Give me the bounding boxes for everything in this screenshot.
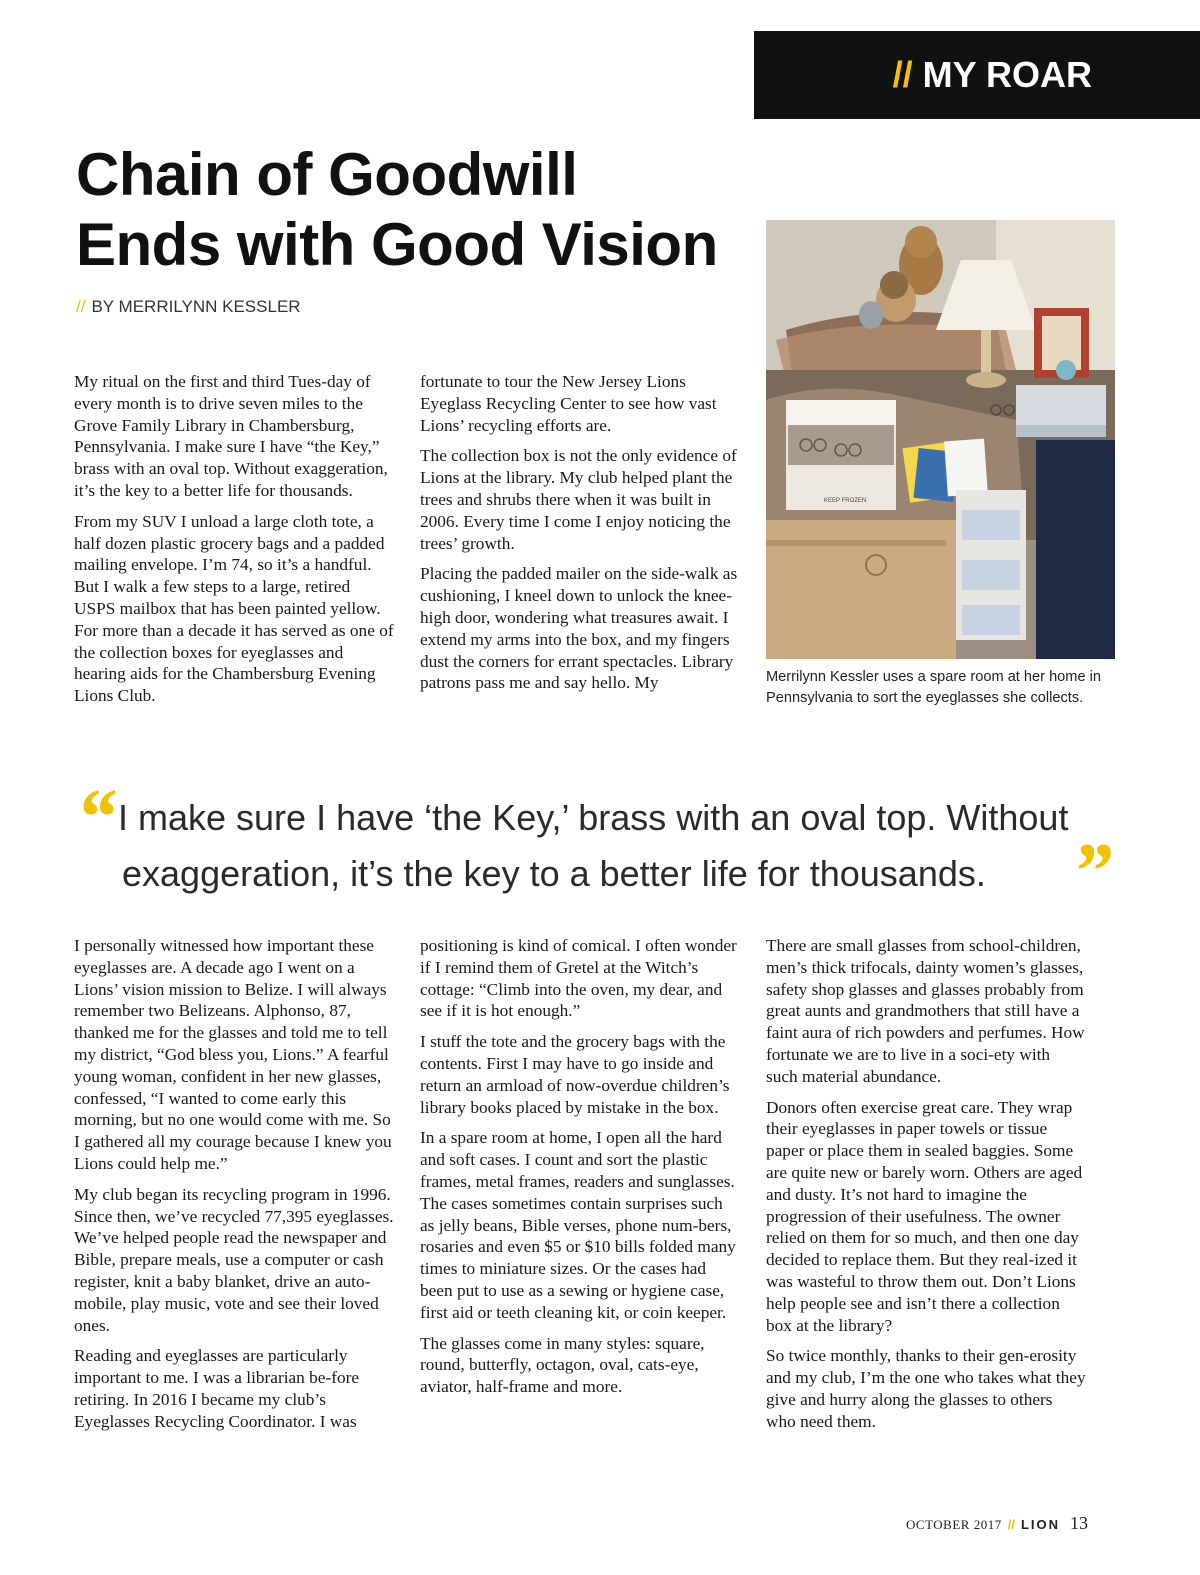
- bottom-column-1: [74, 935, 394, 1442]
- headline-line-2: Ends with Good Vision: [76, 211, 718, 278]
- article-headline: [76, 140, 736, 280]
- box-label-text: KEEP FROZEN: [824, 498, 867, 504]
- footer-slashes: //: [1007, 1517, 1015, 1532]
- pull-quote-line-2: exaggeration, it’s the key to a better life for thousands.: [122, 853, 986, 894]
- section-slashes: //: [892, 54, 913, 95]
- paragraph: In a spare room at home, I open all the hard and soft cases. I count and sort the plastic frames, metal frames, readers and sunglasses. The cases sometimes contain surprises such as jelly beans, Bible verses, phone num-bers, rosaries and even $5 or $10 bills folded many times to miniature sizes. Or the cases had been put to use as a sewing or hygiene case, first aid or teeth cleaning kit, or coin keeper.: [420, 1128, 736, 1322]
- paragraph: The collection box is not the only evidence of Lions at the library. My club helped plant the trees and shrubs there when it was built in 2006. Every time I come I enjoy noticing the trees’ growth.: [420, 446, 737, 553]
- top-column-1: [74, 371, 394, 716]
- article-photo: [766, 220, 1115, 659]
- paragraph: My ritual on the first and third Tues-day of every month is to drive seven miles to the Grove Family Library in Chambersburg, Pennsylvania. I make sure I have “the Key,” brass with an oval top. Without exaggeration, it’s the key to a better life for thousands.: [74, 372, 388, 500]
- paragraph: I stuff the tote and the grocery bags with the contents. First I may have to go inside and return an armload of now-overdue children’s library books placed by mistake in the box.: [420, 1032, 730, 1117]
- section-header-bar: [754, 31, 1200, 119]
- paragraph: positioning is kind of comical. I often wonder if I remind them of Gretel at the Witch’s cottage: “Climb into the oven, my dear, and see if it is hot enough.”: [420, 936, 737, 1021]
- paragraph: Donors often exercise great care. They wrap their eyeglasses in paper towels or tissue paper or place them in sealed baggies. Some are quite new or barely worn. Others are aged and dusty. It’s not hard to imagine the progression of their usefulness. The owner relied on them for so much, and then one day decided to replace them. But they real-ized it was wasteful to throw them out. Don’t Lions help people see and isn’t there a collection box at the library?: [766, 1097, 1083, 1335]
- headline-line-1: Chain of Goodwill: [76, 141, 578, 208]
- byline: [76, 297, 301, 317]
- page-footer: [906, 1513, 1088, 1534]
- top-column-2: [420, 371, 740, 703]
- paragraph: I personally witnessed how important these eyeglasses are. A decade ago I went on a Lions’ vision mission to Belize. I will always remember two Belizeans. Alphonso, 87, thanked me for the glasses and told me to tell my district, “God bless you, Lions.” A fearful young woman, confident in her new glasses, confessed, “I wanted to come early this morning, but no one would come with me. So I gathered all my courage because I knew you Lions could help me.”: [74, 936, 392, 1173]
- paragraph: Placing the padded mailer on the side-walk as cushioning, I kneel down to unlock the knee-high door, wondering what treasures await. I extend my arms into the box, and my fingers dust the corners for errant spectacles. Library patrons pass me and say hello. My: [420, 564, 738, 693]
- paragraph: The glasses come in many styles: square, round, butterfly, octagon, oval, cats-eye, aviator, half-frame and more.: [420, 1333, 705, 1397]
- issue-date: OCTOBER 2017: [906, 1517, 1002, 1532]
- paragraph: There are small glasses from school-children, men’s thick trifocals, dainty women’s glasses, safety shop glasses and glasses probably from great aunts and grandmothers that still have a faint aura of rich powders and perfumes. How fortunate we are to live in a soci-ety with such material abundance.: [766, 936, 1085, 1086]
- pull-quote-line-1: I make sure I have ‘the Key,’ brass with an oval top. Without: [118, 797, 1069, 838]
- paragraph: My club began its recycling program in 1996. Since then, we’ve recycled 77,395 eyeglasses. We’ve helped people read the newspaper and Bible, prepare meals, use a computer or cash register, knit a baby blanket, drive an auto-mobile, play music, vote and see their loved ones.: [74, 1184, 394, 1335]
- paragraph: Reading and eyeglasses are particularly important to me. I was a librarian be-fore retiring. In 2016 I became my club’s Eyeglasses Recycling Coordinator. I was: [74, 1346, 360, 1431]
- byline-author: BY MERRILYNN KESSLER: [91, 297, 301, 316]
- paragraph: fortunate to tour the New Jersey Lions Eyeglass Recycling Center to see how vast Lions’ recycling efforts are.: [420, 372, 717, 435]
- magazine-name: LION: [1020, 1517, 1060, 1532]
- paragraph: So twice monthly, thanks to their gen-erosity and my club, I’m the one who takes what they give and hurry along the glasses to others who need them.: [766, 1346, 1086, 1431]
- page-number: 13: [1070, 1513, 1088, 1533]
- photo-caption: Merrilynn Kessler uses a spare room at her home in Pennsylvania to sort the eyeglasses she collects.: [766, 669, 1101, 706]
- bottom-column-2: [420, 935, 740, 1407]
- bottom-column-3: [766, 935, 1086, 1442]
- byline-slashes: //: [76, 297, 86, 316]
- section-label: MY ROAR: [922, 54, 1092, 95]
- paragraph: From my SUV I unload a large cloth tote, a half dozen plastic grocery bags and a padded mailing envelope. I’m 74, so it’s a handful. But I walk a few steps to a large, retired USPS mailbox that has been painted yellow. For more than a decade it has served as one of the collection boxes for eyeglasses and hearing aids for the Chambersburg Evening Lions Club.: [74, 511, 394, 706]
- open-quote-mark: “: [76, 774, 116, 862]
- close-quote-mark: ”: [1072, 828, 1112, 916]
